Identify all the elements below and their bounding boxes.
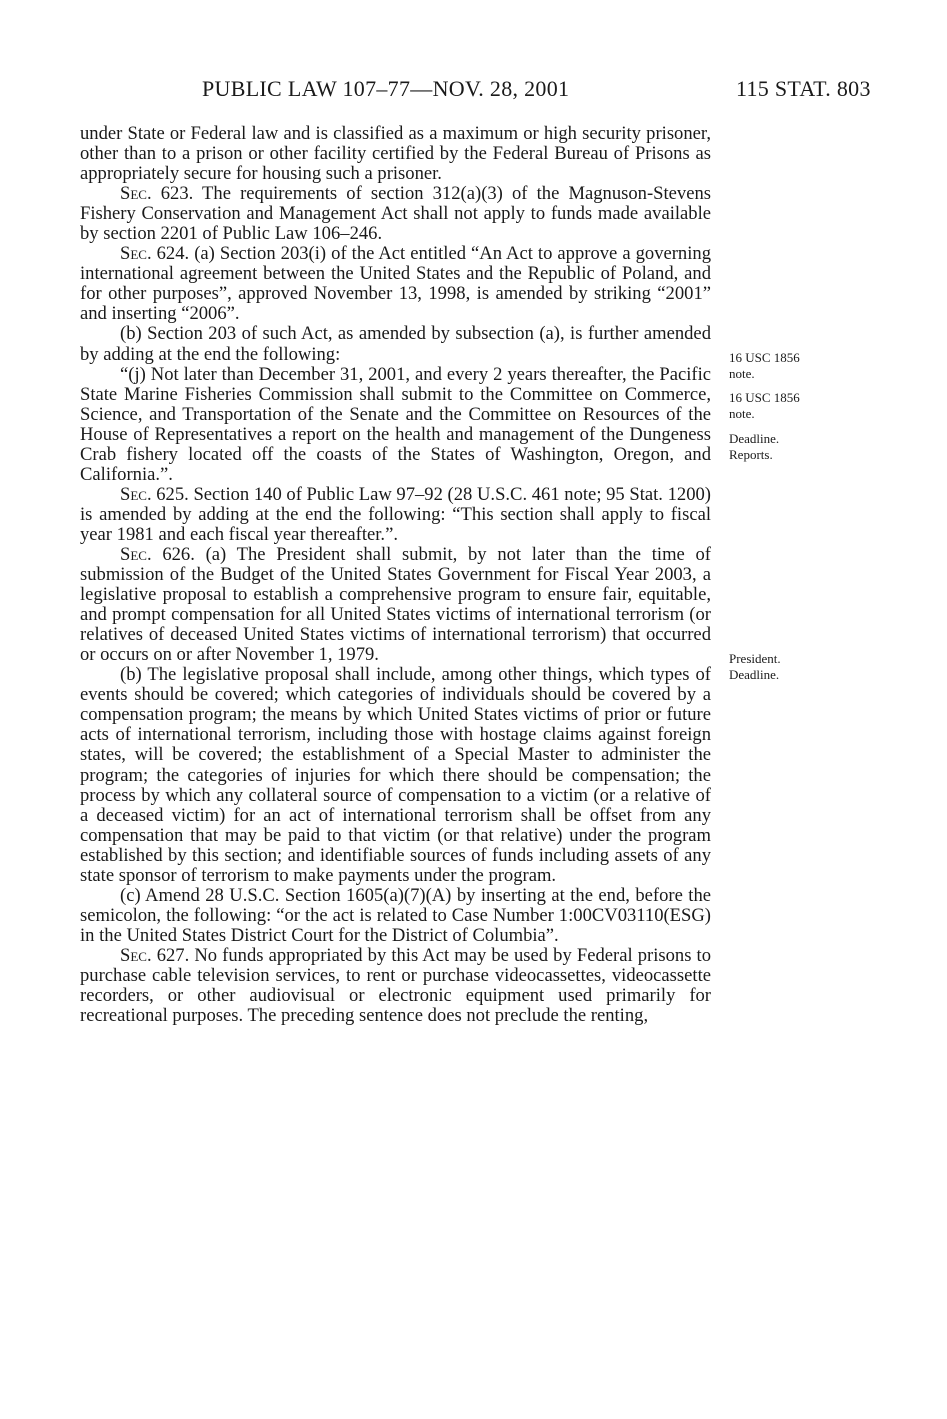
margin-note-line: 16 USC 1856 bbox=[729, 390, 800, 405]
section-627-label: Sec. 627. bbox=[120, 944, 190, 966]
running-header-title: PUBLIC LAW 107–77—NOV. 28, 2001 bbox=[202, 76, 570, 101]
section-625-paragraph bbox=[80, 485, 711, 545]
section-624-j-paragraph: “(j) Not later than December 31, 2001, and every 2 years thereafter, the Pacific State Marine Fisheries Commission shall submit to the Committee on Commerce, Science, and Transportation of the Senate and the Committee on Resources of the House of Representatives a report on the health and management of the Dungeness Crab fishery located off the coasts of the States of Washington, Oregon, and California.”. bbox=[80, 363, 711, 485]
section-623-paragraph bbox=[80, 184, 711, 244]
section-624-b-paragraph: (b) Section 203 of such Act, as amended by subsection (a), is further amended by adding at the end the following: bbox=[80, 323, 711, 365]
margin-note-line: note. bbox=[729, 406, 755, 421]
section-626-label: Sec. 626. bbox=[120, 543, 195, 565]
section-624-label: Sec. 624. bbox=[120, 243, 190, 265]
margin-note-line: Deadline. bbox=[729, 667, 780, 682]
section-625-label: Sec. 625. bbox=[120, 483, 189, 505]
section-623-label: Sec. 623. bbox=[120, 183, 194, 205]
section-623-text: The requirements of section 312(a)(3) of the Magnuson-Stevens Fishery Conservation and Management Act shall not apply to funds made available by section 2201 of Public Law 106–246. bbox=[80, 183, 711, 245]
body-text bbox=[80, 124, 711, 1026]
margin-note-16-usc-1856-b bbox=[729, 390, 839, 422]
section-624-paragraph bbox=[80, 244, 711, 324]
section-627-paragraph bbox=[80, 946, 711, 1026]
paragraph-continuation: under State or Federal law and is classified as a maximum or high security prisoner, other than to a prison or other facility certified by the Federal Bureau of Prisons as appropriately secure for housing such a prisoner. bbox=[80, 123, 711, 185]
section-624-text: (a) Section 203(i) of the Act entitled “An Act to approve a governing international agreement between the United States and the Republic of Poland, and for other purposes”, approved November 13, 1998, is amended by striking “2001” and inserting “2006”. bbox=[80, 243, 711, 325]
margin-note-line: note. bbox=[729, 366, 755, 381]
margin-note-line: Reports. bbox=[729, 447, 773, 462]
section-626-text: (a) The President shall submit, by not later than the time of submission of the Budget of the United States Government for Fiscal Year 2003, a legislative proposal to establish a comprehensive program to ensure fair, equitable, and prompt compensation for all United States victims of international terrorism (or relatives of deceased United States victims of international terrorism) that occurred or occurs on or after November 1, 1979. bbox=[80, 543, 711, 666]
running-header-page-number: 115 STAT. 803 bbox=[736, 76, 871, 101]
section-626-c-paragraph: (c) Amend 28 U.S.C. Section 1605(a)(7)(A) by inserting at the end, before the semicolon, the following: “or the act is related to Case Number 1:00CV03110(ESG) in the United States District Court for the District of Columbia”. bbox=[80, 884, 711, 946]
section-626-paragraph bbox=[80, 545, 711, 665]
section-625-text: Section 140 of Public Law 97–92 (28 U.S.C. 461 note; 95 Stat. 1200) is amended by adding at the end the following: “This section shall apply to fiscal year 1981 and each fiscal year thereafter.”. bbox=[80, 483, 711, 545]
margin-note-president-deadline bbox=[729, 651, 839, 683]
margin-note-deadline-reports bbox=[729, 431, 839, 463]
section-626-b-paragraph: (b) The legislative proposal shall include, among other things, which types of events should be covered; which categories of individuals should be covered by a compensation program; the means by which United States victims of prior or future acts of international terrorism, including those with hostage claims against foreign states, will be covered; the establishment of a Special Master to administer the program; the categories of injuries for which there should be compensation; the process by which any collateral source of compensation to a victim (or a relative of a deceased victim) for an act of international terrorism shall be offset from any compensation that may be paid to that victim (or that relative) under the program established by this section; and identifiable sources of funds including assets of any state sponsor of terrorism to make payments under the program. bbox=[80, 664, 711, 886]
margin-note-line: President. bbox=[729, 651, 781, 666]
margin-note-16-usc-1856-a bbox=[729, 350, 839, 382]
margin-note-line: Deadline. bbox=[729, 431, 780, 446]
section-627-text: No funds appropriated by this Act may be used by Federal prisons to purchase cable television services, to rent or purchase videocassettes, videocassette recorders, or other audiovisual or electronic equipment used primarily for recreational purposes. The preceding sentence does not preclude the renting, bbox=[80, 944, 711, 1027]
margin-note-line: 16 USC 1856 bbox=[729, 350, 800, 365]
